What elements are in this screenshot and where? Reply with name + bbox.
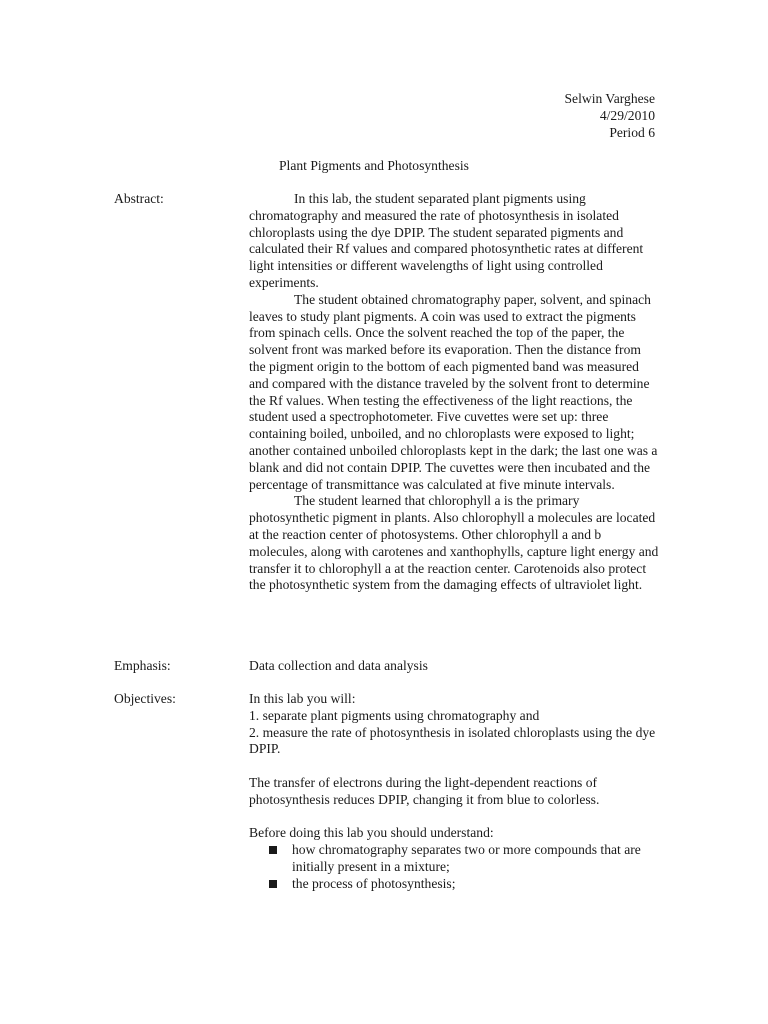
abstract-paragraph: The student learned that chlorophyll a is the primary photosynthetic pigment in plants. Also chlorophyll a molecules are located at the reaction center of photosystems. Other chlorophyll a and b molecules, along with carotenes and xanthophylls, capture light energy and transfer it to chlorophyll a at the reaction center. Carotenoids also protect the photosynthetic system from the damaging effects of ultraviolet light.: [249, 493, 659, 593]
abstract-label: Abstract:: [114, 191, 164, 206]
electron-transfer-text: The transfer of electrons during the light-dependent reactions of photosynthesis reduces DPIP, changing it from blue to colorless.: [249, 774, 600, 807]
list-item-text: how chromatography separates two or more compounds that are initially present in a mixture;: [292, 842, 641, 874]
list-item: [249, 842, 659, 876]
document-title: Plant Pigments and Photosynthesis: [279, 158, 469, 173]
abstract-paragraph: The student obtained chromatography paper, solvent, and spinach leaves to study plant pigments. A coin was used to extract the pigments from spinach cells. Once the solvent reached the top of the paper, the solvent front was marked before its evaporation. Then the distance from the pigment origin to the bottom of each pigmented band was measured and compared with the distance traveled by the solvent front to determine the Rf values. When testing the effectiveness of the light reactions, the student used a spectrophotometer. Five cuvettes were set up: three containing boiled, unboiled, and no chloroplasts were exposed to light; another contained unboiled chloroplasts kept in the dark; the last one was a blank and did not contain DPIP. The cuvettes were then incubated and the percentage of transmittance was calculated at five minute intervals.: [249, 291, 658, 492]
prerequisites-list: [249, 842, 659, 892]
class-period: Period 6: [609, 125, 655, 140]
prerequisites-intro: Before doing this lab you should understand:: [249, 825, 494, 841]
author-name: Selwin Varghese: [564, 91, 655, 106]
objectives-label: Objectives:: [114, 691, 176, 706]
objectives-intro: In this lab you will:: [249, 691, 356, 706]
abstract-paragraph: In this lab, the student separated plant pigments using chromatography and measured the rate of photosynthesis in isolated chloroplasts using the dye DPIP. The student separated pigments and calculated their Rf values and compared photosynthetic rates at different light intensities or different wavelengths of light using controlled experiments.: [249, 191, 644, 290]
square-bullet-icon: [269, 880, 277, 888]
objective-item: 2. measure the rate of photosynthesis in isolated chloroplasts using the dye DPIP.: [249, 724, 656, 757]
square-bullet-icon: [269, 846, 277, 854]
list-item-text: the process of photosynthesis;: [292, 875, 456, 891]
list-item: [249, 876, 659, 893]
emphasis-text: Data collection and data analysis: [249, 658, 428, 673]
emphasis-label: Emphasis:: [114, 658, 171, 673]
objective-item: 1. separate plant pigments using chromatography and: [249, 707, 540, 723]
report-date: 4/29/2010: [599, 108, 655, 123]
objectives-body: [249, 691, 659, 893]
author-header: [565, 90, 656, 141]
abstract-body: [249, 191, 659, 594]
